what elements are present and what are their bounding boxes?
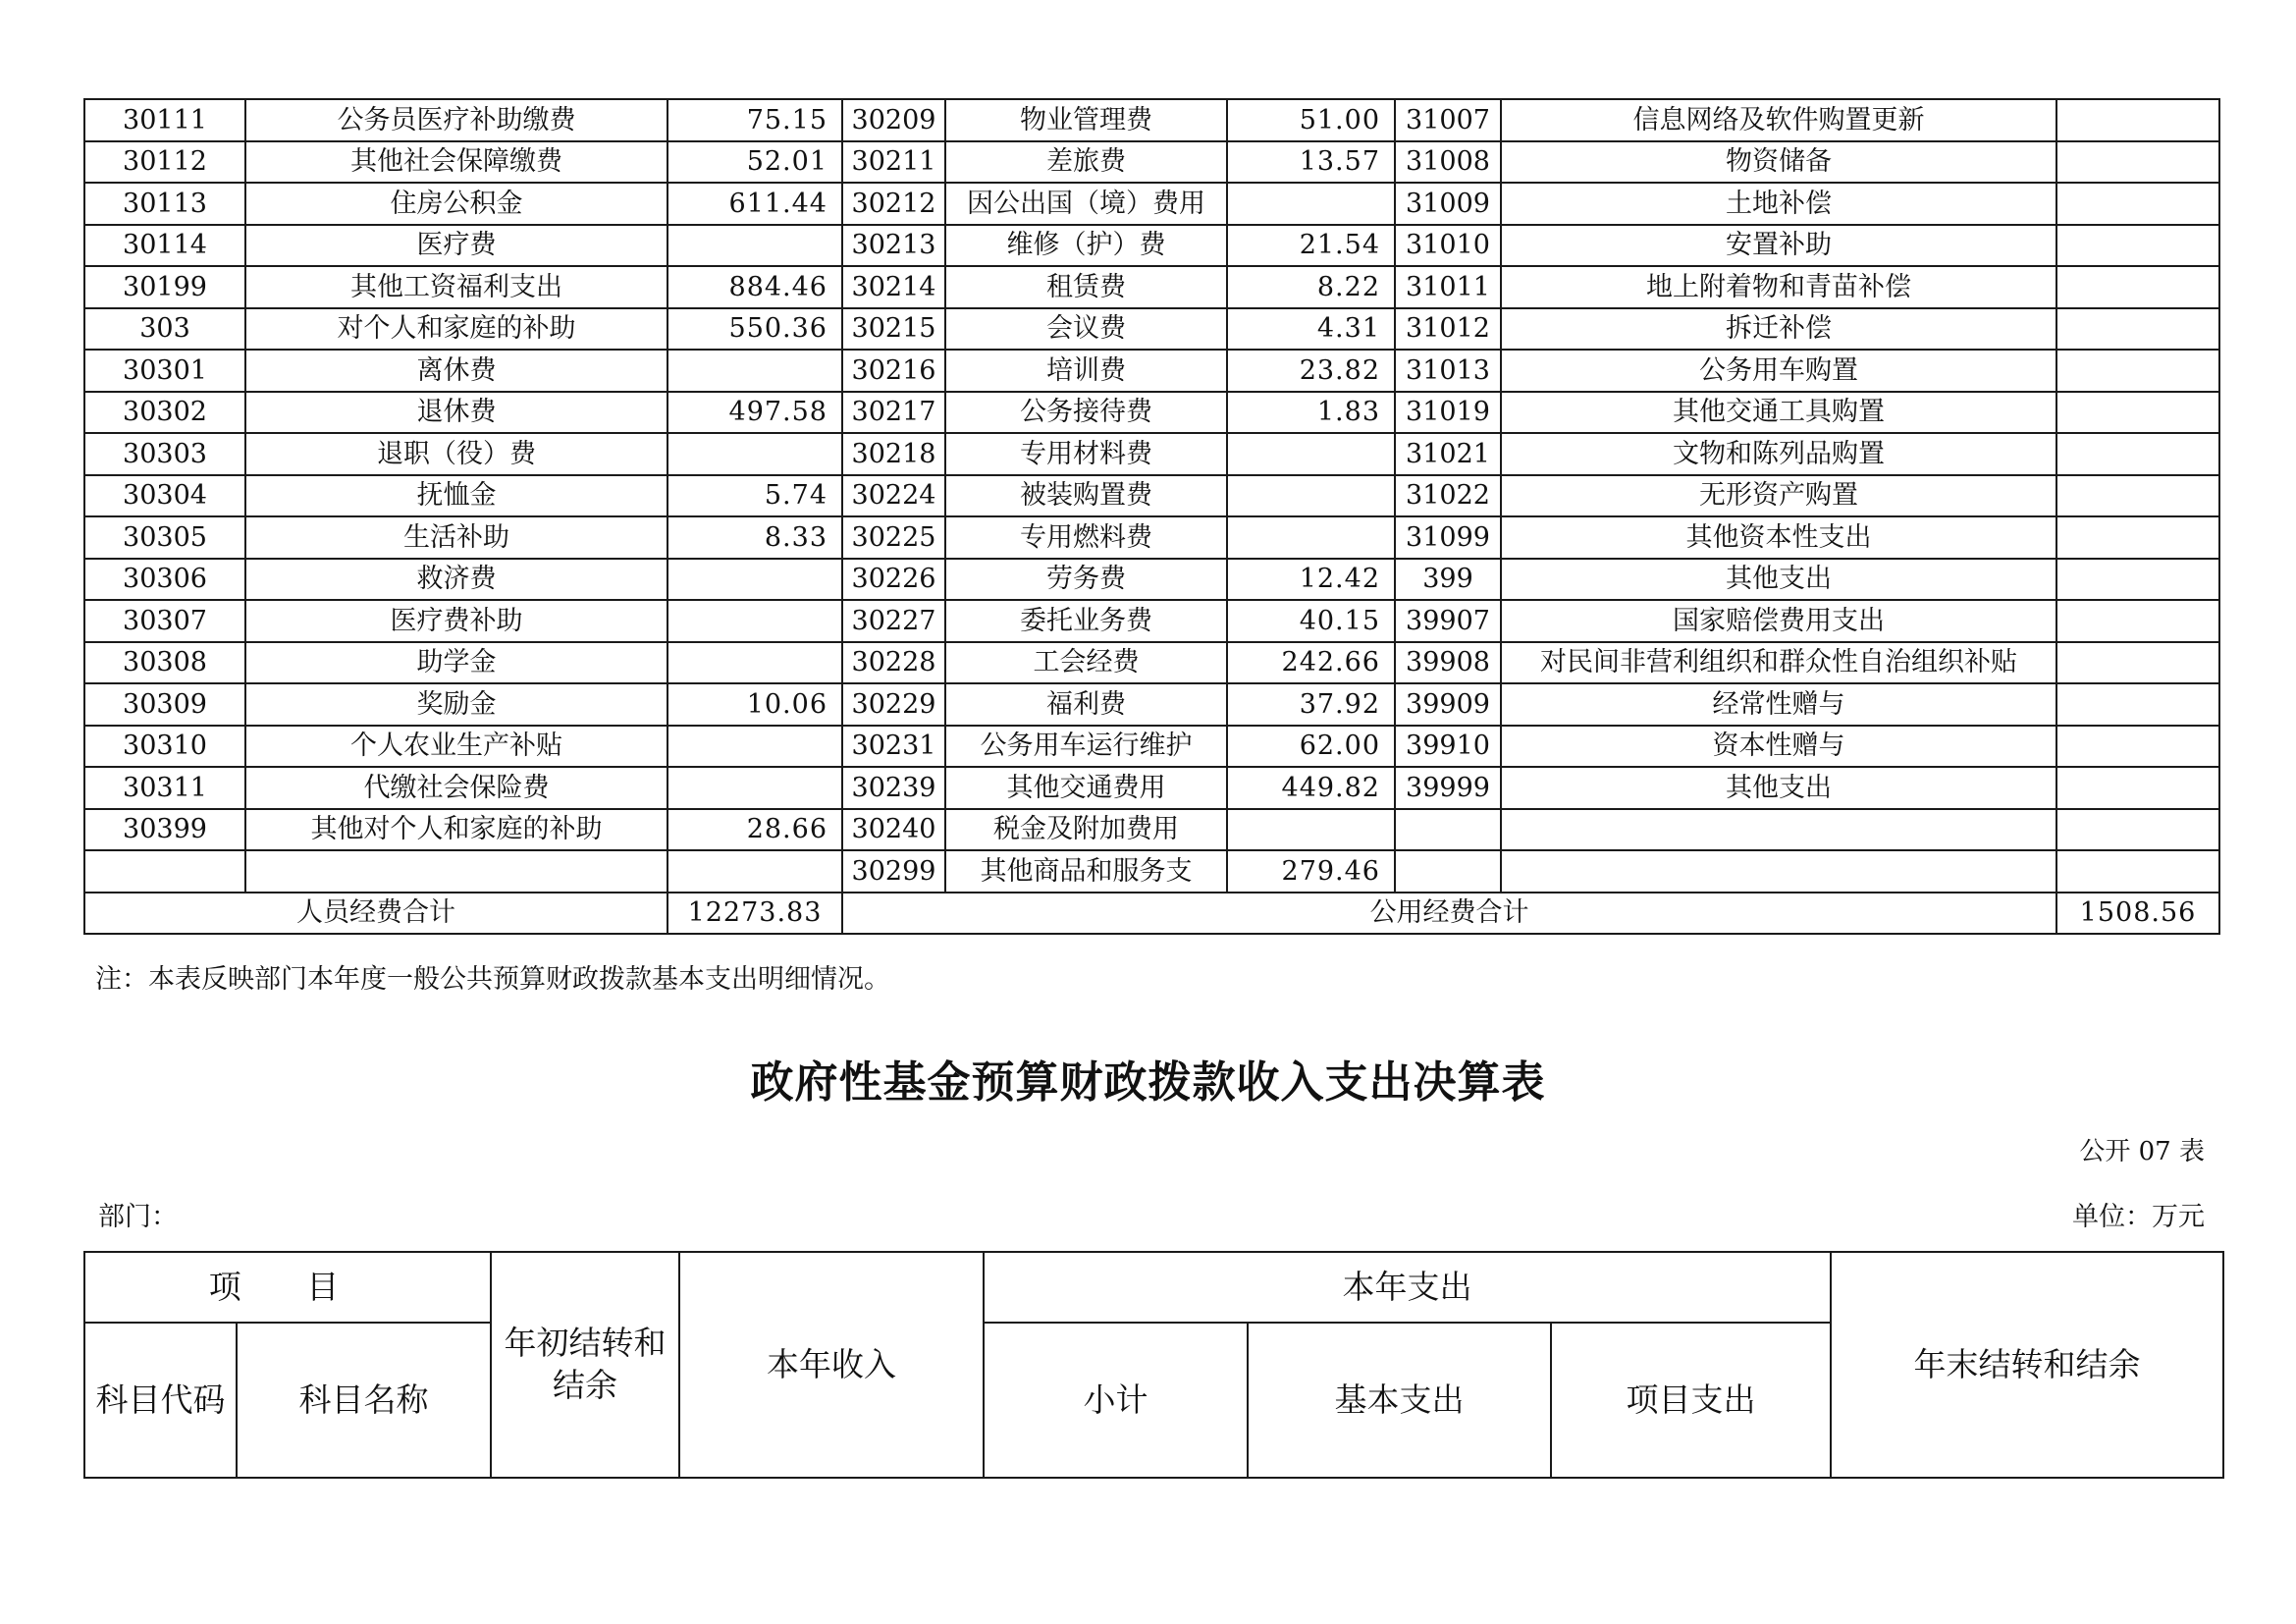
subject-name-cell bbox=[1501, 809, 2056, 851]
table-row bbox=[84, 642, 2219, 684]
amount-cell bbox=[667, 350, 842, 392]
amount-cell: 550.36 bbox=[667, 308, 842, 351]
subject-code-cell: 30303 bbox=[84, 433, 245, 475]
table-note: 注：本表反映部门本年度一般公共预算财政拨款基本支出明细情况。 bbox=[95, 964, 890, 995]
subject-name-cell: 信息网络及软件购置更新 bbox=[1501, 99, 2056, 141]
subject-name-cell: 对民间非营利组织和群众性自治组织补贴 bbox=[1501, 642, 2056, 684]
amount-cell: 21.54 bbox=[1227, 225, 1395, 267]
subject-code-cell: 30211 bbox=[842, 141, 945, 184]
header-subject-name: 科目名称 bbox=[237, 1323, 491, 1478]
subject-name-cell: 福利费 bbox=[945, 683, 1227, 726]
subject-name-cell: 租赁费 bbox=[945, 266, 1227, 308]
table-row bbox=[84, 516, 2219, 559]
amount-cell: 242.66 bbox=[1227, 642, 1395, 684]
amount-cell bbox=[1227, 183, 1395, 225]
amount-cell bbox=[2056, 475, 2219, 517]
subject-name-cell: 拆迁补偿 bbox=[1501, 308, 2056, 351]
subject-name-cell: 委托业务费 bbox=[945, 600, 1227, 642]
subject-name-cell: 奖励金 bbox=[245, 683, 667, 726]
subject-code-cell: 39908 bbox=[1395, 642, 1501, 684]
amount-cell bbox=[667, 225, 842, 267]
subject-code-cell bbox=[1395, 809, 1501, 851]
amount-cell bbox=[2056, 99, 2219, 141]
table-row bbox=[84, 683, 2219, 726]
amount-cell bbox=[2056, 767, 2219, 809]
table-row bbox=[84, 433, 2219, 475]
fund-header-row-1 bbox=[84, 1252, 2223, 1323]
subject-code-cell: 31010 bbox=[1395, 225, 1501, 267]
amount-cell: 40.15 bbox=[1227, 600, 1395, 642]
subject-name-cell: 维修（护）费 bbox=[945, 225, 1227, 267]
subject-name-cell: 土地补偿 bbox=[1501, 183, 2056, 225]
table-row bbox=[84, 183, 2219, 225]
subject-code-cell: 39999 bbox=[1395, 767, 1501, 809]
subject-code-cell: 31011 bbox=[1395, 266, 1501, 308]
subject-name-cell: 公务接待费 bbox=[945, 392, 1227, 434]
subject-name-cell: 资本性赠与 bbox=[1501, 726, 2056, 768]
subject-code-cell: 303 bbox=[84, 308, 245, 351]
amount-cell bbox=[2056, 308, 2219, 351]
subject-name-cell: 其他交通工具购置 bbox=[1501, 392, 2056, 434]
subject-code-cell: 30239 bbox=[842, 767, 945, 809]
amount-cell: 8.22 bbox=[1227, 266, 1395, 308]
subject-name-cell: 个人农业生产补贴 bbox=[245, 726, 667, 768]
amount-cell: 28.66 bbox=[667, 809, 842, 851]
subject-code-cell: 30218 bbox=[842, 433, 945, 475]
public-total-value: 1508.56 bbox=[2056, 893, 2219, 935]
amount-cell: 4.31 bbox=[1227, 308, 1395, 351]
amount-cell bbox=[667, 767, 842, 809]
amount-cell bbox=[2056, 350, 2219, 392]
subject-code-cell bbox=[1395, 850, 1501, 893]
subject-name-cell: 助学金 bbox=[245, 642, 667, 684]
header-subject-code bbox=[84, 1323, 237, 1478]
table-row bbox=[84, 392, 2219, 434]
department-label: 部门： bbox=[98, 1202, 178, 1232]
subject-name-cell: 其他资本性支出 bbox=[1501, 516, 2056, 559]
amount-cell bbox=[2056, 433, 2219, 475]
government-fund-table bbox=[83, 1251, 2224, 1479]
amount-cell bbox=[2056, 559, 2219, 601]
subject-name-cell: 公务用车购置 bbox=[1501, 350, 2056, 392]
subject-name-cell bbox=[245, 850, 667, 893]
subject-code-cell: 30231 bbox=[842, 726, 945, 768]
subject-code-cell: 30111 bbox=[84, 99, 245, 141]
amount-cell: 10.06 bbox=[667, 683, 842, 726]
table-row bbox=[84, 266, 2219, 308]
subject-name-cell: 专用燃料费 bbox=[945, 516, 1227, 559]
subject-name-cell: 其他交通费用 bbox=[945, 767, 1227, 809]
subject-code-cell: 39910 bbox=[1395, 726, 1501, 768]
amount-cell bbox=[2056, 726, 2219, 768]
table-row bbox=[84, 141, 2219, 184]
subject-code-cell: 30213 bbox=[842, 225, 945, 267]
amount-cell: 8.33 bbox=[667, 516, 842, 559]
subject-code-cell: 31013 bbox=[1395, 350, 1501, 392]
subject-name-cell: 其他社会保障缴费 bbox=[245, 141, 667, 184]
subject-name-cell: 生活补助 bbox=[245, 516, 667, 559]
subject-name-cell: 经常性赠与 bbox=[1501, 683, 2056, 726]
amount-cell: 12.42 bbox=[1227, 559, 1395, 601]
page-title: 政府性基金预算财政拨款收入支出决算表 bbox=[750, 1057, 1546, 1108]
subject-name-cell: 公务用车运行维护 bbox=[945, 726, 1227, 768]
table-row bbox=[84, 559, 2219, 601]
subject-name-cell: 被装购置费 bbox=[945, 475, 1227, 517]
subject-name-cell: 国家赔偿费用支出 bbox=[1501, 600, 2056, 642]
subject-code-cell: 30224 bbox=[842, 475, 945, 517]
amount-cell: 611.44 bbox=[667, 183, 842, 225]
table-row bbox=[84, 726, 2219, 768]
subject-code-cell: 30305 bbox=[84, 516, 245, 559]
amount-cell bbox=[2056, 225, 2219, 267]
amount-cell: 62.00 bbox=[1227, 726, 1395, 768]
subject-name-cell: 物资储备 bbox=[1501, 141, 2056, 184]
subject-code-cell: 30306 bbox=[84, 559, 245, 601]
subject-code-cell: 31019 bbox=[1395, 392, 1501, 434]
amount-cell bbox=[1227, 433, 1395, 475]
subject-code-cell: 30310 bbox=[84, 726, 245, 768]
subject-name-cell: 住房公积金 bbox=[245, 183, 667, 225]
subject-code-cell: 30311 bbox=[84, 767, 245, 809]
amount-cell bbox=[1227, 516, 1395, 559]
subject-name-cell: 安置补助 bbox=[1501, 225, 2056, 267]
header-subject-code-text: 科目代码 bbox=[95, 1380, 226, 1419]
subject-name-cell: 物业管理费 bbox=[945, 99, 1227, 141]
amount-cell bbox=[2056, 809, 2219, 851]
subject-code-cell: 30217 bbox=[842, 392, 945, 434]
subject-code-cell: 30209 bbox=[842, 99, 945, 141]
subject-name-cell: 其他支出 bbox=[1501, 559, 2056, 601]
subject-code-cell: 31021 bbox=[1395, 433, 1501, 475]
table-row bbox=[84, 767, 2219, 809]
subject-name-cell: 公务员医疗补助缴费 bbox=[245, 99, 667, 141]
subject-code-cell: 30229 bbox=[842, 683, 945, 726]
subject-name-cell: 地上附着物和青苗补偿 bbox=[1501, 266, 2056, 308]
subject-name-cell: 税金及附加费用 bbox=[945, 809, 1227, 851]
amount-cell bbox=[2056, 516, 2219, 559]
subject-code-cell: 30215 bbox=[842, 308, 945, 351]
subject-code-cell: 30225 bbox=[842, 516, 945, 559]
subject-code-cell: 30228 bbox=[842, 642, 945, 684]
amount-cell bbox=[2056, 392, 2219, 434]
subject-name-cell: 无形资产购置 bbox=[1501, 475, 2056, 517]
amount-cell bbox=[2056, 600, 2219, 642]
amount-cell bbox=[1227, 475, 1395, 517]
amount-cell bbox=[2056, 141, 2219, 184]
subject-code-cell: 30112 bbox=[84, 141, 245, 184]
subject-code-cell: 31008 bbox=[1395, 141, 1501, 184]
subject-code-cell: 30226 bbox=[842, 559, 945, 601]
subject-code-cell: 30113 bbox=[84, 183, 245, 225]
amount-cell bbox=[667, 726, 842, 768]
subject-code-cell: 31022 bbox=[1395, 475, 1501, 517]
amount-cell: 5.74 bbox=[667, 475, 842, 517]
amount-cell: 51.00 bbox=[1227, 99, 1395, 141]
basic-expense-detail-table bbox=[83, 98, 2220, 935]
header-opening-balance-text: 年初结转和结余 bbox=[504, 1324, 667, 1404]
subject-name-cell: 差旅费 bbox=[945, 141, 1227, 184]
table-row bbox=[84, 308, 2219, 351]
subject-name-cell bbox=[1501, 850, 2056, 893]
amount-cell: 23.82 bbox=[1227, 350, 1395, 392]
subject-code-cell: 30301 bbox=[84, 350, 245, 392]
subject-name-cell: 退职（役）费 bbox=[245, 433, 667, 475]
subject-code-cell: 30302 bbox=[84, 392, 245, 434]
amount-cell: 75.15 bbox=[667, 99, 842, 141]
amount-cell: 497.58 bbox=[667, 392, 842, 434]
subject-name-cell: 劳务费 bbox=[945, 559, 1227, 601]
amount-cell bbox=[1227, 809, 1395, 851]
table-row bbox=[84, 475, 2219, 517]
subject-name-cell: 工会经费 bbox=[945, 642, 1227, 684]
header-item: 项 目 bbox=[84, 1252, 491, 1323]
amount-cell bbox=[2056, 642, 2219, 684]
subject-name-cell: 代缴社会保险费 bbox=[245, 767, 667, 809]
subject-name-cell: 文物和陈列品购置 bbox=[1501, 433, 2056, 475]
amount-cell bbox=[667, 433, 842, 475]
amount-cell bbox=[667, 559, 842, 601]
subject-code-cell: 31009 bbox=[1395, 183, 1501, 225]
amount-cell: 13.57 bbox=[1227, 141, 1395, 184]
subject-code-cell: 30309 bbox=[84, 683, 245, 726]
header-basic-expense: 基本支出 bbox=[1248, 1323, 1551, 1478]
personnel-total-label: 人员经费合计 bbox=[84, 893, 667, 935]
subject-name-cell: 其他对个人和家庭的补助 bbox=[245, 809, 667, 851]
subject-code-cell: 39907 bbox=[1395, 600, 1501, 642]
subject-code-cell: 30304 bbox=[84, 475, 245, 517]
totals-row bbox=[84, 893, 2219, 935]
header-project-expense: 项目支出 bbox=[1551, 1323, 1831, 1478]
public-total-label: 公用经费合计 bbox=[842, 893, 2056, 935]
personnel-total-value: 12273.83 bbox=[667, 893, 842, 935]
amount-cell: 884.46 bbox=[667, 266, 842, 308]
subject-name-cell: 对个人和家庭的补助 bbox=[245, 308, 667, 351]
subject-name-cell: 会议费 bbox=[945, 308, 1227, 351]
subject-name-cell: 医疗费补助 bbox=[245, 600, 667, 642]
table-row bbox=[84, 99, 2219, 141]
header-subtotal: 小计 bbox=[984, 1323, 1248, 1478]
subject-name-cell: 专用材料费 bbox=[945, 433, 1227, 475]
subject-name-cell: 因公出国（境）费用 bbox=[945, 183, 1227, 225]
form-number: 公开 07 表 bbox=[2079, 1137, 2205, 1166]
subject-code-cell: 30199 bbox=[84, 266, 245, 308]
subject-code-cell: 31007 bbox=[1395, 99, 1501, 141]
subject-code-cell: 399 bbox=[1395, 559, 1501, 601]
table-row bbox=[84, 225, 2219, 267]
subject-code-cell: 30308 bbox=[84, 642, 245, 684]
table-row bbox=[84, 850, 2219, 893]
header-current-expense: 本年支出 bbox=[984, 1252, 1831, 1323]
amount-cell: 279.46 bbox=[1227, 850, 1395, 893]
subject-code-cell: 39909 bbox=[1395, 683, 1501, 726]
amount-cell bbox=[667, 600, 842, 642]
detail-table-body bbox=[84, 99, 2219, 893]
subject-name-cell: 抚恤金 bbox=[245, 475, 667, 517]
subject-name-cell: 退休费 bbox=[245, 392, 667, 434]
amount-cell bbox=[2056, 266, 2219, 308]
amount-cell: 37.92 bbox=[1227, 683, 1395, 726]
amount-cell bbox=[2056, 183, 2219, 225]
amount-cell: 52.01 bbox=[667, 141, 842, 184]
subject-code-cell: 30307 bbox=[84, 600, 245, 642]
subject-name-cell: 离休费 bbox=[245, 350, 667, 392]
amount-cell bbox=[667, 642, 842, 684]
subject-code-cell: 30227 bbox=[842, 600, 945, 642]
subject-name-cell: 其他支出 bbox=[1501, 767, 2056, 809]
subject-code-cell: 30399 bbox=[84, 809, 245, 851]
subject-name-cell: 医疗费 bbox=[245, 225, 667, 267]
subject-code-cell: 31012 bbox=[1395, 308, 1501, 351]
subject-name-cell: 其他工资福利支出 bbox=[245, 266, 667, 308]
table-row bbox=[84, 600, 2219, 642]
amount-cell bbox=[2056, 683, 2219, 726]
subject-code-cell: 30240 bbox=[842, 809, 945, 851]
subject-code-cell: 30212 bbox=[842, 183, 945, 225]
header-closing-balance: 年末结转和结余 bbox=[1831, 1252, 2223, 1478]
amount-cell bbox=[667, 850, 842, 893]
header-opening-balance bbox=[491, 1252, 679, 1478]
subject-code-cell: 30299 bbox=[842, 850, 945, 893]
amount-cell: 1.83 bbox=[1227, 392, 1395, 434]
subject-name-cell: 其他商品和服务支 bbox=[945, 850, 1227, 893]
unit-label: 单位：万元 bbox=[2072, 1202, 2205, 1232]
subject-name-cell: 救济费 bbox=[245, 559, 667, 601]
subject-code-cell: 30214 bbox=[842, 266, 945, 308]
amount-cell: 449.82 bbox=[1227, 767, 1395, 809]
amount-cell bbox=[2056, 850, 2219, 893]
subject-code-cell: 30216 bbox=[842, 350, 945, 392]
header-current-income: 本年收入 bbox=[679, 1252, 984, 1478]
table-row bbox=[84, 350, 2219, 392]
subject-code-cell: 31099 bbox=[1395, 516, 1501, 559]
table-row bbox=[84, 809, 2219, 851]
subject-name-cell: 培训费 bbox=[945, 350, 1227, 392]
subject-code-cell bbox=[84, 850, 245, 893]
subject-code-cell: 30114 bbox=[84, 225, 245, 267]
